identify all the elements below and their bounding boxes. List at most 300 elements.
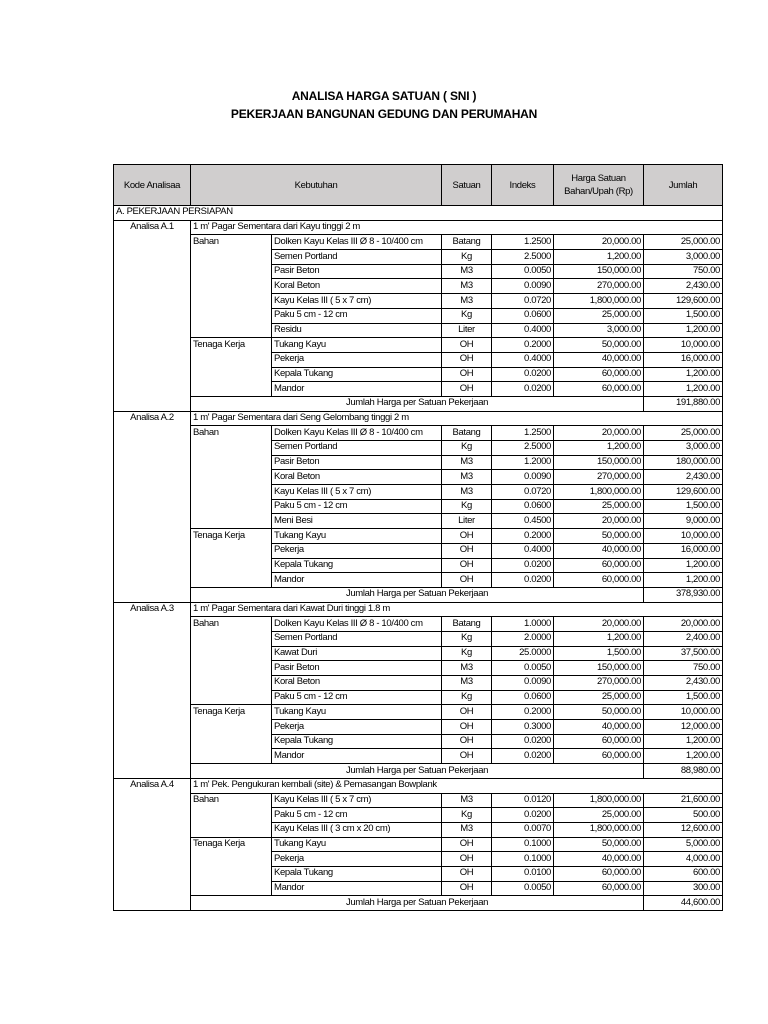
document-title: ANALISA HARGA SATUAN ( SNI ) (291, 89, 477, 103)
category-cell (191, 441, 272, 456)
table-row (114, 631, 723, 646)
unit-price-cell: 60,000.00 (554, 367, 644, 382)
table-row (114, 720, 723, 735)
table-row (114, 279, 723, 294)
unit-cell: M3 (442, 455, 492, 470)
unit-cell: Kg (442, 250, 492, 265)
amount-cell: 12,600.00 (644, 822, 723, 837)
unit-price-cell: 50,000.00 (554, 529, 644, 544)
index-cell: 0.0200 (492, 573, 554, 588)
unit-price-cell: 1,800,000.00 (554, 485, 644, 500)
amount-cell: 600.00 (644, 866, 723, 881)
unit-price-cell: 150,000.00 (554, 264, 644, 279)
table-row (114, 543, 723, 558)
unit-cell: OH (442, 749, 492, 764)
item-name: Pekerja (272, 352, 442, 367)
unit-cell: OH (442, 734, 492, 749)
total-amount: 44,600.00 (644, 896, 723, 911)
unit-price-cell: 40,000.00 (554, 720, 644, 735)
category-cell (191, 661, 272, 676)
amount-cell: 1,200.00 (644, 367, 723, 382)
amount-cell: 2,430.00 (644, 676, 723, 691)
unit-cell: OH (442, 705, 492, 720)
unit-price-cell: 60,000.00 (554, 734, 644, 749)
unit-price-cell: 1,200.00 (554, 441, 644, 456)
table-row (114, 852, 723, 867)
unit-cell: OH (442, 720, 492, 735)
item-name: Mandor (272, 881, 442, 896)
table-row (114, 646, 723, 661)
unit-price-cell: 25,000.00 (554, 690, 644, 705)
unit-price-cell: 50,000.00 (554, 338, 644, 353)
item-name: Kayu Kelas III ( 5 x 7 cm) (272, 294, 442, 309)
total-label: Jumlah Harga per Satuan Pekerjaan (191, 396, 644, 411)
unit-price-cell: 1,200.00 (554, 250, 644, 265)
total-row (114, 896, 723, 911)
table-row (114, 749, 723, 764)
unit-cell: Kg (442, 499, 492, 514)
table-row (114, 705, 723, 720)
index-cell: 0.0720 (492, 485, 554, 500)
amount-cell: 12,000.00 (644, 720, 723, 735)
unit-cell: Kg (442, 690, 492, 705)
unit-cell: M3 (442, 822, 492, 837)
index-cell: 0.1000 (492, 837, 554, 852)
header-harga: Harga Satuan Bahan/Upah (Rp) (554, 165, 644, 206)
unit-cell: Kg (442, 646, 492, 661)
total-label: Jumlah Harga per Satuan Pekerjaan (191, 764, 644, 779)
item-name: Tukang Kayu (272, 705, 442, 720)
item-name: Pekerja (272, 720, 442, 735)
category-cell (191, 279, 272, 294)
index-cell: 0.2000 (492, 529, 554, 544)
table-row (114, 866, 723, 881)
index-cell: 0.1000 (492, 852, 554, 867)
unit-cell: OH (442, 338, 492, 353)
unit-price-cell: 60,000.00 (554, 382, 644, 397)
index-cell: 0.0200 (492, 558, 554, 573)
unit-price-cell: 150,000.00 (554, 455, 644, 470)
category-cell (191, 352, 272, 367)
unit-price-cell: 40,000.00 (554, 543, 644, 558)
amount-cell: 1,200.00 (644, 573, 723, 588)
index-cell: 0.3000 (492, 720, 554, 735)
analysis-code: Analisa A.4 (114, 778, 191, 910)
table-row (114, 338, 723, 353)
index-cell: 0.4000 (492, 352, 554, 367)
category-cell (191, 690, 272, 705)
unit-price-cell: 25,000.00 (554, 808, 644, 823)
index-cell: 0.0050 (492, 881, 554, 896)
category-cell (191, 734, 272, 749)
analysis-code: Analisa A.3 (114, 602, 191, 778)
total-amount: 191,880.00 (644, 396, 723, 411)
unit-cell: Batang (442, 617, 492, 632)
category-cell (191, 573, 272, 588)
index-cell: 0.0200 (492, 367, 554, 382)
unit-cell: M3 (442, 793, 492, 808)
amount-cell: 10,000.00 (644, 338, 723, 353)
item-name: Tukang Kayu (272, 837, 442, 852)
unit-cell: Liter (442, 323, 492, 338)
item-name: Dolken Kayu Kelas III Ø 8 - 10/400 cm (272, 617, 442, 632)
amount-cell: 1,200.00 (644, 323, 723, 338)
total-label: Jumlah Harga per Satuan Pekerjaan (191, 896, 644, 911)
category-cell (191, 852, 272, 867)
category-cell (191, 866, 272, 881)
analysis-title-row (114, 220, 723, 235)
category-cell (191, 250, 272, 265)
amount-cell: 16,000.00 (644, 352, 723, 367)
category-cell (191, 455, 272, 470)
category-cell: Tenaga Kerja (191, 529, 272, 544)
unit-price-cell: 20,000.00 (554, 617, 644, 632)
unit-price-cell: 50,000.00 (554, 705, 644, 720)
category-cell (191, 881, 272, 896)
amount-cell: 750.00 (644, 661, 723, 676)
index-cell: 0.0050 (492, 661, 554, 676)
unit-cell: Kg (442, 631, 492, 646)
amount-cell: 1,500.00 (644, 499, 723, 514)
document-subtitle: PEKERJAAN BANGUNAN GEDUNG DAN PERUMAHAN (230, 107, 538, 121)
index-cell: 0.0100 (492, 866, 554, 881)
item-name: Dolken Kayu Kelas III Ø 8 - 10/400 cm (272, 426, 442, 441)
item-name: Paku 5 cm - 12 cm (272, 808, 442, 823)
amount-cell: 3,000.00 (644, 441, 723, 456)
table-row (114, 617, 723, 632)
analysis-table (113, 164, 723, 911)
amount-cell: 37,500.00 (644, 646, 723, 661)
item-name: Meni Besi (272, 514, 442, 529)
unit-cell: M3 (442, 264, 492, 279)
item-name: Pasir Beton (272, 661, 442, 676)
unit-price-cell: 60,000.00 (554, 749, 644, 764)
amount-cell: 20,000.00 (644, 617, 723, 632)
table-row (114, 352, 723, 367)
amount-cell: 25,000.00 (644, 235, 723, 250)
category-cell (191, 323, 272, 338)
item-name: Mandor (272, 573, 442, 588)
item-name: Pekerja (272, 852, 442, 867)
total-row (114, 396, 723, 411)
amount-cell: 1,200.00 (644, 382, 723, 397)
unit-price-cell: 50,000.00 (554, 837, 644, 852)
unit-price-cell: 60,000.00 (554, 573, 644, 588)
category-cell (191, 720, 272, 735)
category-cell (191, 499, 272, 514)
amount-cell: 2,400.00 (644, 631, 723, 646)
table-row (114, 514, 723, 529)
table-row (114, 294, 723, 309)
amount-cell: 10,000.00 (644, 529, 723, 544)
category-cell: Tenaga Kerja (191, 338, 272, 353)
index-cell: 0.0600 (492, 690, 554, 705)
table-row (114, 250, 723, 265)
table-row (114, 837, 723, 852)
category-cell (191, 485, 272, 500)
table-body (114, 206, 723, 911)
table-row (114, 573, 723, 588)
category-cell (191, 822, 272, 837)
item-name: Koral Beton (272, 279, 442, 294)
table-row (114, 822, 723, 837)
total-amount: 88,980.00 (644, 764, 723, 779)
item-name: Semen Portland (272, 250, 442, 265)
index-cell: 0.4000 (492, 323, 554, 338)
total-amount: 378,930.00 (644, 587, 723, 602)
table-row (114, 323, 723, 338)
unit-price-cell: 60,000.00 (554, 558, 644, 573)
analysis-code: Analisa A.1 (114, 220, 191, 411)
category-cell (191, 749, 272, 764)
unit-price-cell: 20,000.00 (554, 235, 644, 250)
total-row (114, 587, 723, 602)
category-cell (191, 308, 272, 323)
analysis-title-row (114, 602, 723, 617)
unit-price-cell: 1,500.00 (554, 646, 644, 661)
item-name: Dolken Kayu Kelas III Ø 8 - 10/400 cm (272, 235, 442, 250)
unit-cell: OH (442, 352, 492, 367)
unit-price-cell: 20,000.00 (554, 514, 644, 529)
unit-price-cell: 20,000.00 (554, 426, 644, 441)
amount-cell: 10,000.00 (644, 705, 723, 720)
unit-cell: OH (442, 866, 492, 881)
unit-price-cell: 60,000.00 (554, 866, 644, 881)
unit-price-cell: 1,200.00 (554, 631, 644, 646)
item-name: Tukang Kayu (272, 338, 442, 353)
unit-cell: OH (442, 529, 492, 544)
category-cell (191, 514, 272, 529)
table-row (114, 426, 723, 441)
unit-cell: Batang (442, 426, 492, 441)
header-jumlah: Jumlah (644, 165, 723, 206)
item-name: Mandor (272, 749, 442, 764)
unit-price-cell: 270,000.00 (554, 470, 644, 485)
unit-cell: OH (442, 837, 492, 852)
analysis-title: 1 m' Pagar Sementara dari Kawat Duri tinggi 1.8 m (191, 602, 723, 617)
unit-cell: OH (442, 573, 492, 588)
item-name: Kepala Tukang (272, 734, 442, 749)
amount-cell: 500.00 (644, 808, 723, 823)
amount-cell: 25,000.00 (644, 426, 723, 441)
unit-cell: M3 (442, 485, 492, 500)
item-name: Paku 5 cm - 12 cm (272, 308, 442, 323)
analysis-title-row (114, 778, 723, 793)
category-cell (191, 543, 272, 558)
unit-cell: OH (442, 852, 492, 867)
category-cell (191, 631, 272, 646)
total-label: Jumlah Harga per Satuan Pekerjaan (191, 587, 644, 602)
unit-cell: M3 (442, 661, 492, 676)
category-cell (191, 294, 272, 309)
unit-price-cell: 40,000.00 (554, 852, 644, 867)
amount-cell: 16,000.00 (644, 543, 723, 558)
index-cell: 0.0090 (492, 279, 554, 294)
unit-price-cell: 60,000.00 (554, 881, 644, 896)
index-cell: 2.0000 (492, 631, 554, 646)
analysis-title-row (114, 411, 723, 426)
amount-cell: 129,600.00 (644, 294, 723, 309)
item-name: Paku 5 cm - 12 cm (272, 499, 442, 514)
category-cell (191, 676, 272, 691)
amount-cell: 180,000.00 (644, 455, 723, 470)
unit-cell: M3 (442, 676, 492, 691)
table-row (114, 499, 723, 514)
category-cell (191, 367, 272, 382)
amount-cell: 1,200.00 (644, 749, 723, 764)
table-row (114, 470, 723, 485)
amount-cell: 2,430.00 (644, 279, 723, 294)
item-name: Paku 5 cm - 12 cm (272, 690, 442, 705)
amount-cell: 750.00 (644, 264, 723, 279)
amount-cell: 1,200.00 (644, 734, 723, 749)
section-row (114, 206, 723, 221)
unit-cell: Kg (442, 308, 492, 323)
index-cell: 25.0000 (492, 646, 554, 661)
index-cell: 0.0200 (492, 382, 554, 397)
table-row (114, 382, 723, 397)
table-header-row (114, 165, 723, 206)
analysis-code: Analisa A.2 (114, 411, 191, 602)
index-cell: 0.0720 (492, 294, 554, 309)
category-cell: Tenaga Kerja (191, 705, 272, 720)
category-cell (191, 646, 272, 661)
unit-price-cell: 150,000.00 (554, 661, 644, 676)
amount-cell: 1,200.00 (644, 558, 723, 573)
index-cell: 0.0090 (492, 470, 554, 485)
category-cell (191, 808, 272, 823)
index-cell: 0.0600 (492, 308, 554, 323)
index-cell: 0.0600 (492, 499, 554, 514)
table-row (114, 485, 723, 500)
table-row (114, 529, 723, 544)
amount-cell: 4,000.00 (644, 852, 723, 867)
item-name: Kepala Tukang (272, 367, 442, 382)
header-satuan: Satuan (442, 165, 492, 206)
index-cell: 0.4000 (492, 543, 554, 558)
amount-cell: 1,500.00 (644, 690, 723, 705)
table-row (114, 455, 723, 470)
unit-cell: OH (442, 881, 492, 896)
unit-price-cell: 1,800,000.00 (554, 294, 644, 309)
item-name: Koral Beton (272, 470, 442, 485)
category-cell: Bahan (191, 617, 272, 632)
amount-cell: 21,600.00 (644, 793, 723, 808)
unit-price-cell: 25,000.00 (554, 499, 644, 514)
index-cell: 0.0050 (492, 264, 554, 279)
table-row (114, 558, 723, 573)
amount-cell: 2,430.00 (644, 470, 723, 485)
index-cell: 1.2000 (492, 455, 554, 470)
index-cell: 0.0070 (492, 822, 554, 837)
unit-price-cell: 1,800,000.00 (554, 822, 644, 837)
index-cell: 0.2000 (492, 338, 554, 353)
item-name: Residu (272, 323, 442, 338)
amount-cell: 1,500.00 (644, 308, 723, 323)
header-kode: Kode Analisaa (114, 165, 191, 206)
amount-cell: 300.00 (644, 881, 723, 896)
table-row (114, 881, 723, 896)
unit-cell: M3 (442, 279, 492, 294)
item-name: Pasir Beton (272, 264, 442, 279)
category-cell (191, 558, 272, 573)
unit-cell: OH (442, 367, 492, 382)
item-name: Kepala Tukang (272, 866, 442, 881)
unit-cell: Kg (442, 441, 492, 456)
unit-cell: Liter (442, 514, 492, 529)
table-row (114, 441, 723, 456)
table-row (114, 308, 723, 323)
table-row (114, 367, 723, 382)
index-cell: 1.2500 (492, 235, 554, 250)
item-name: Kayu Kelas III ( 3 cm x 20 cm) (272, 822, 442, 837)
analysis-title: 1 m' Pek. Pengukuran kembali (site) & Pemasangan Bowplank (191, 778, 723, 793)
amount-cell: 5,000.00 (644, 837, 723, 852)
index-cell: 0.0200 (492, 734, 554, 749)
item-name: Kayu Kelas III ( 5 x 7 cm) (272, 485, 442, 500)
index-cell: 0.0200 (492, 749, 554, 764)
item-name: Kawat Duri (272, 646, 442, 661)
category-cell: Bahan (191, 235, 272, 250)
item-name: Mandor (272, 382, 442, 397)
table-row (114, 264, 723, 279)
header-indeks: Indeks (492, 165, 554, 206)
table-row (114, 661, 723, 676)
item-name: Pasir Beton (272, 455, 442, 470)
analysis-title: 1 m' Pagar Sementara dari Kayu tinggi 2 m (191, 220, 723, 235)
index-cell: 2.5000 (492, 441, 554, 456)
category-cell (191, 382, 272, 397)
header-kebutuhan: Kebutuhan (191, 165, 442, 206)
item-name: Tukang Kayu (272, 529, 442, 544)
amount-cell: 9,000.00 (644, 514, 723, 529)
unit-price-cell: 40,000.00 (554, 352, 644, 367)
unit-cell: Batang (442, 235, 492, 250)
table-row (114, 734, 723, 749)
category-cell: Tenaga Kerja (191, 837, 272, 852)
index-cell: 0.0200 (492, 808, 554, 823)
index-cell: 1.0000 (492, 617, 554, 632)
item-name: Kepala Tukang (272, 558, 442, 573)
index-cell: 0.0120 (492, 793, 554, 808)
unit-price-cell: 3,000.00 (554, 323, 644, 338)
item-name: Koral Beton (272, 676, 442, 691)
index-cell: 0.4500 (492, 514, 554, 529)
unit-price-cell: 270,000.00 (554, 279, 644, 294)
total-row (114, 764, 723, 779)
category-cell (191, 470, 272, 485)
table-row (114, 690, 723, 705)
unit-price-cell: 1,800,000.00 (554, 793, 644, 808)
table-row (114, 793, 723, 808)
analysis-title: 1 m' Pagar Sementara dari Seng Gelombang tinggi 2 m (191, 411, 723, 426)
unit-cell: OH (442, 558, 492, 573)
item-name: Semen Portland (272, 441, 442, 456)
unit-cell: M3 (442, 294, 492, 309)
unit-cell: OH (442, 382, 492, 397)
index-cell: 0.2000 (492, 705, 554, 720)
unit-price-cell: 270,000.00 (554, 676, 644, 691)
index-cell: 2.5000 (492, 250, 554, 265)
index-cell: 1.2500 (492, 426, 554, 441)
unit-cell: M3 (442, 470, 492, 485)
index-cell: 0.0090 (492, 676, 554, 691)
category-cell: Bahan (191, 426, 272, 441)
unit-price-cell: 25,000.00 (554, 308, 644, 323)
unit-cell: OH (442, 543, 492, 558)
amount-cell: 3,000.00 (644, 250, 723, 265)
table-row (114, 808, 723, 823)
